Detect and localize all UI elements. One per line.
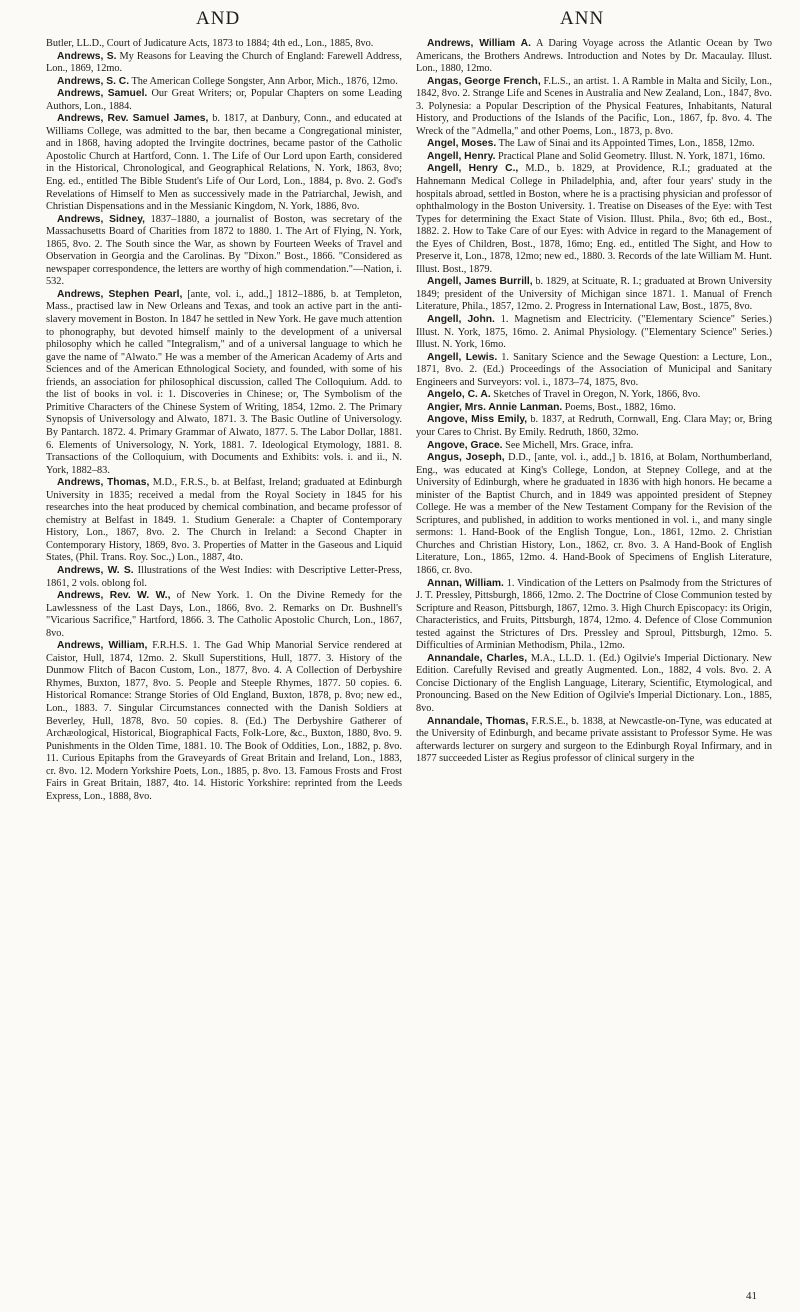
entry-headword: Andrews, William, [57, 640, 148, 652]
entry-text: Our Great Writers; or, Popular Chapters on some Leading Authors, Lon., 1884. [46, 88, 402, 112]
dictionary-entry [416, 352, 772, 390]
dictionary-entry [46, 565, 402, 590]
dictionary-entry [46, 113, 402, 213]
entry-text: M.A., LL.D. 1. (Ed.) Ogilvie's Imperial Dictionary. New Edition. Carefully Revised and greatly Augmented. Lon., 1882, 4 vols. 8vo. 2. A Concise Dictionary of the English Language, Literary, Scientific, Etymological, and Pronouncing. Based on the New Edition of Ogilvie's Imperial Dictionary. Lon., 1885, 8vo. [416, 652, 772, 714]
entry-text: b. 1837, at Redruth, Cornwall, Eng. Clara May; or, Bring your Cares to Christ. By Emily. Redruth, 1860, 32mo. [416, 414, 772, 438]
dictionary-entry [46, 477, 402, 565]
entry-text: 1. Sanitary Science and the Sewage Question: a Lecture, Lon., 1871, 8vo. 2. (Ed.) Proceedings of the Association of Municipal and Sanitary Engineers and Surveyors: vol. i., 1873–74, 1875, 8vo. [416, 351, 772, 388]
entry-headword: Andrews, Sidney, [57, 213, 146, 225]
dictionary-entry [416, 76, 772, 139]
running-head [0, 8, 800, 34]
entry-text: F.R.H.S. 1. The Gad Whip Manorial Service rendered at Caistor, Hull, 1874, 12mo. 2. Skull Superstitions, Hull, 1877. 3. History of the Dunmow Flitch of Bacon Custom, Lon., 1877, 8vo. 4. A Collection of Derbyshire Rhymes, Buxton, 1877, 8vo. 5. People and Steeple Rhymes, 1877. 50 copies. 6. Historical Romance: Strange Stories of Old England, Buxton, 1878, p. 8vo; new ed., Lon., 1883. 7. Singular Circumstances connected with the Danish Soldiers at Beverley, Hull, 1878, 8vo. 50 copies. 8. (Ed.) The Derbyshire Gatherer of Archæological, Historical, Biographical Facts, Folk-Lore, &c., Buxton, 1880, 8vo. 9. Punishments in the Olden Time, 1881. 10. The Book of Oddities, Lon., 1882, p. 8vo. 11. Curious Epitaphs from the Graveyards of Great Britain and Ireland, Lon., 1883, cr. 8vo. 12. Modern Yorkshire Poets, Lon., 1885, p. 8vo. 13. Famous Frosts and Frost Fairs in Great Britain, 1887, 4to. 14. Historic Yorkshire: reprinted from the Leeds Express, Lon., 1888, 8vo. [46, 640, 402, 802]
entry-text: Sketches of Travel in Oregon, N. York, 1866, 8vo. [490, 389, 701, 401]
dictionary-entry [416, 138, 772, 151]
entry-text: The American College Songster, Ann Arbor, Mich., 1876, 12mo. [129, 75, 398, 87]
dictionary-entry [46, 51, 402, 76]
dictionary-entry [46, 88, 402, 113]
entry-text: Practical Plane and Solid Geometry. Illust. N. York, 1871, 16mo. [495, 150, 766, 162]
entry-text: M.D., F.R.S., b. at Belfast, Ireland; graduated at Edinburgh University in 1835; received a medal from the Royal Society in 1845 for his researches into the heat produced by chemical combination, and became professor of chemistry at Belfast in 1849. 1. Studium Generale: a Chapter of Contemporary History, Lon., 1867, 8vo. 2. The Church in Ireland: a Second Chapter in Contemporary History, 1869, 8vo. 3. Properties of Matter in the Gaseous and Liquid States, (Phil. Trans. Roy. Soc.,) Lon., 1887, 4to. [46, 477, 402, 564]
entry-text: See Michell, Mrs. Grace, infra. [502, 439, 634, 451]
entry-headword: Andrews, Rev. W. W., [57, 590, 171, 602]
entry-text: [ante, vol. i., add.,] 1812–1886, b. at Templeton, Mass., practised law in New Orleans and Texas, and took an active part in the anti-slavery movement in Boston. In 1847 he settled in New York. He gave much attention to phonography, but devoted himself mainly to the development of a universal philosophy which he called "Integralism," and of a universal language to which he gave the name of "Alwato." He was a member of the American Academy of Arts and Sciences and of the American Ethnological Society, and founded, with some of his friends, an association for philosophical discussion, called The Colloquium. Add. to the list of books in vol. i: 1. Discoveries in Chinese; or, The Symbolism of the Primitive Characters of the Chinese System of Writing, 1854, 12mo. 2. The Primary Synopsis of Universology and Alwato, 1871. 3. The Basic Outline of Universology. By Pantarch. 1872. 4. Primary Grammar of Alwato, 1877. 5. The Labor Dollar, 1881. 6. Elements of Universology, N. York, 1881. 7. Ideological Etymology, 1881. 8. Transactions of the Colloquium, with Documents and Exhibits: vols. i. and ii., N. York, 1882–83. [46, 288, 402, 476]
entry-text: A Daring Voyage across the Atlantic Ocean by Two Americans, the Brothers Andrews. Introduction and Notes by Dr. Macaulay. Illust. Lon., 1880, 12mo. [416, 38, 773, 75]
entry-headword: Annan, William. [427, 577, 504, 589]
dictionary-entry [416, 653, 772, 716]
dictionary-entry [416, 402, 772, 415]
entry-text: 1. Vindication of the Letters on Psalmody from the Strictures of J. T. Pressley, Pittsburgh, 1866, 12mo. 2. The Doctrine of Close Communion tested by Scripture and Reason, Pittsburgh, 1867, 12mo. 3. High Church Episcopacy: its Origin, Characteristics, and Fruits, Pittsburgh, 1874, 12mo. 4. Defence of Close Communion tested against the Strictures of Drs. Pressley and Sproul, Pittsburgh, 12mo. 5. Difficulties of Arminian Methodism, Phila., 12mo. [416, 577, 772, 652]
entry-text: D.D., [ante, vol. i., add.,] b. 1816, at Bolam, Northumberland, Eng., was educated at King's College, London, at Stepney College, and at the University of Edinburgh, where he graduated in 1836 with high honors. He became a minister of the Baptist Church, and in 1849 was appointed president of Stepney College. He was a member of the New Testament Company for the Revision of the Scriptures, and published, in addition to works mentioned in vol. i., and many single sermons: 1. Hand-Book of the English Tongue, Lon., 1861, 12mo. 2. Christian Churches and Christian History, Lon., 1862, cr. 8vo. 3. A Hand-Book of English Literature, Lon., 1865, 12mo. 4. Hand-Book of Specimens of English Literature, 1866, cr. 8vo. [416, 452, 772, 576]
running-head-right: ANN [560, 8, 605, 29]
entry-text: Poems, Bost., 1882, 16mo. [562, 401, 676, 413]
dictionary-entry [46, 640, 402, 803]
entry-headword: Angas, George French, [427, 75, 541, 87]
entry-text: F.L.S., an artist. 1. A Ramble in Malta and Sicily, Lon., 1842, 8vo. 2. Strange Life and Scenes in Australia and New Zealand, Lon., 1847, 8vo. 3. Polynesia: a Popular Description of the Physical Features, Inhabitants, Natural History, and Productions of the Islands of the Pacific, Lon., 1867, fp. 8vo. 4. The Wreck of the "Admella," and other Poems, Lon., 1873, p. 8vo. [416, 75, 772, 137]
dictionary-entry [46, 289, 402, 477]
entry-headword: Angier, Mrs. Annie Lanman. [427, 401, 563, 413]
dictionary-entry [46, 214, 402, 289]
entry-headword: Angelo, C. A. [427, 389, 491, 401]
dictionary-entry [46, 38, 402, 51]
dictionary-entry [416, 389, 772, 402]
entry-text: 1837–1880, a journalist of Boston, was secretary of the Massachusetts Board of Charities from 1872 to 1880. 1. The Art of Flying, N. York, 1865, 8vo. 2. The South since the War, as shown by Fourteen Weeks of Travel and Observation in Georgia and the Carolinas. By "Dixon." Bost., 1866. "Considered as newspaper correspondence, the letters are worthy of high commendation."—Nation, i. 532. [46, 213, 402, 288]
dictionary-entry [416, 276, 772, 314]
entry-headword: Angell, Henry. [427, 150, 496, 162]
entry-text: My Reasons for Leaving the Church of England: Farewell Address, Lon., 1869, 12mo. [46, 50, 403, 75]
entry-headword: Andrews, Stephen Pearl, [57, 288, 183, 300]
dictionary-entry [416, 151, 772, 164]
entry-text: 1. Magnetism and Electricity. ("Elementary Science" Series.) Illust. N. York, 1875, 16mo. 2. Animal Physiology. ("Elementary Science" Series.) Illust. N. York, 16mo. [416, 314, 772, 351]
entry-headword: Andrews, Rev. Samuel James, [57, 113, 209, 125]
dictionary-entry [416, 578, 772, 653]
entry-headword: Andrews, Samuel. [57, 88, 148, 100]
entry-headword: Andrews, William A. [427, 38, 531, 49]
entry-headword: Angel, Moses. [427, 138, 497, 150]
entry-headword: Andrews, S. C. [57, 75, 130, 87]
entry-text: M.D., b. 1829, at Providence, R.I.; graduated at the Hahnemann Medical College in Philadelphia, and, after four years' study in the hospitals abroad, settled in Boston, where he is a practising physician and professor of ophthalmology in the Boston University. 1. Treatise on Diseases of the Eye: with Test Types for determining the Exact State of Vision. Illust. Phila., 8vo; 6th ed., Bost., 1882. 2. How to Take Care of our Eyes: with Advice in regard to the Management of the Eyes of Children, Bost., 1878, 16mo; Eng. ed., entitled The Sight, and How to Preserve it, Lon., 1878, 12mo; new ed., 1880. 3. Records of the late William M. Hunt. Illust. Bost., 1879. [416, 163, 772, 275]
dictionary-entry [416, 716, 772, 766]
right-column [416, 38, 772, 766]
dictionary-entry [416, 440, 772, 453]
entry-text: Illustrations of the West Indies: with Descriptive Letter-Press, 1861, 2 vols. oblong fol. [46, 564, 403, 589]
dictionary-entry [416, 452, 772, 577]
entry-text: of New York. 1. On the Divine Remedy for the Lawlessness of the Last Days, Lon., 1866, 8vo. 2. Remarks on Dr. Bushnell's "Vicarious Sacrifice," Hartford, 1866. 3. The Catholic Apostolic Church, Lon., 1867, 8vo. [46, 590, 402, 639]
running-head-left: AND [196, 8, 241, 29]
entry-headword: Annandale, Thomas, [427, 715, 529, 727]
entry-text: b. 1829, at Scituate, R. I.; graduated at Brown University 1849; president of the University of Michigan since 1871. 1. Manual of French Literature, Phila., 1857, 12mo. 2. Progress in International Law, Bost., 1875, 8vo. [416, 276, 772, 313]
entry-text: F.R.S.E., b. 1838, at Newcastle-on-Tyne, was educated at the University of Edinburgh, and became private assistant to Professor Syme. He was afterwards lecturer on surgery and surgeon to the Edinburgh Royal Infirmary, and in 1877 succeeded Lister as Regius professor of clinical surgery in the [416, 715, 772, 765]
dictionary-entry [46, 76, 402, 89]
left-column [46, 38, 402, 803]
dictionary-entry [416, 38, 772, 76]
dictionary-entry [416, 314, 772, 352]
entry-headword: Annandale, Charles, [427, 652, 528, 664]
entry-headword: Angove, Miss Emily, [427, 414, 528, 426]
entry-text: The Law of Sinai and its Appointed Times, Lon., 1858, 12mo. [496, 138, 755, 150]
page-number: 41 [746, 1290, 757, 1302]
entry-headword: Angell, Lewis. [427, 351, 498, 363]
entry-headword: Andrews, Thomas, [57, 477, 150, 489]
entry-text: Butler, LL.D., Court of Judicature Acts, 1873 to 1884; 4th ed., Lon., 1885, 8vo. [46, 38, 374, 49]
entry-text: b. 1817, at Danbury, Conn., and educated at Williams College, was admitted to the bar, then became a Congregational minister, and in 1868, having adopted the Irvingite doctrines, became pastor of the Catholic Apostolic Church at Hartford, Conn. 1. The Life of Our Lord upon Earth, considered in the Historical, Chronological, and Geographical Relations, N. York, 1863, 8vo; Eng. ed., entitled The Bible Student's Life of Our Lord, Lon., 1884, p. 8vo. 2. God's Revelations of Himself to Men as successively made in the Patriarchal, Jewish, and Christian Dispensations and in the Messianic Kingdom, N. York, 1886, 8vo. [46, 113, 402, 213]
entry-headword: Angell, James Burrill, [427, 276, 533, 288]
dictionary-entry [416, 414, 772, 439]
entry-headword: Angell, John. [427, 314, 495, 326]
entry-headword: Angove, Grace. [427, 439, 503, 451]
entry-headword: Andrews, S. [57, 50, 117, 62]
entry-headword: Andrews, W. S. [57, 564, 134, 576]
dictionary-entry [46, 590, 402, 640]
entry-headword: Angus, Joseph, [427, 452, 505, 464]
entry-headword: Angell, Henry C., [427, 163, 519, 175]
dictionary-entry [416, 163, 772, 276]
